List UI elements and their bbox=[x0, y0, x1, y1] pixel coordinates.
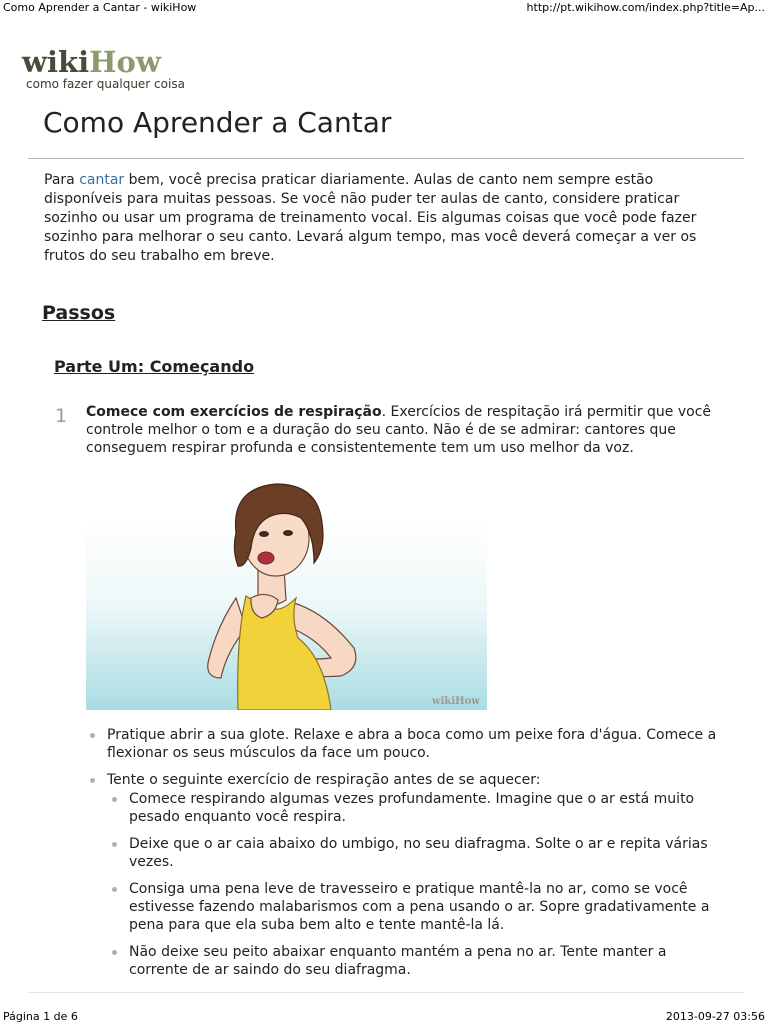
logo-wiki-text: wiki bbox=[22, 45, 90, 79]
list-item: Deixe que o ar caia abaixo do umbigo, no seu diafragma. Solte o ar e repita várias vezes. bbox=[112, 835, 722, 871]
list-item: Comece respirando algumas vezes profundamente. Imagine que o ar está muito pesado enquanto você respira. bbox=[112, 790, 722, 826]
step-bold-text: Comece com exercícios de respiração bbox=[86, 404, 382, 420]
step-sub-bullets bbox=[112, 790, 722, 988]
step-illustration bbox=[86, 478, 487, 710]
list-item: Consiga uma pena leve de travesseiro e pratique mantê-la no ar, como se você estivesse fazendo malabarismos com a pena usando o ar. Sopre gradativamente a pena para que ela suba bem alto e tente mantê-la lá. bbox=[112, 880, 722, 934]
cantar-link[interactable]: cantar bbox=[79, 172, 125, 188]
article-intro bbox=[44, 171, 730, 266]
step-text bbox=[86, 403, 726, 457]
logo-how-text: How bbox=[89, 45, 161, 79]
step-bullets bbox=[90, 726, 730, 789]
step-number: 1 bbox=[55, 405, 68, 427]
print-datetime: 2013-09-27 03:56 bbox=[665, 1010, 765, 1023]
intro-text-start: Para bbox=[44, 172, 80, 188]
title-divider bbox=[28, 158, 744, 159]
print-url: http://pt.wikihow.com/index.php?title=Ap... bbox=[526, 1, 765, 14]
list-item: Não deixe seu peito abaixar enquanto mantém a pena no ar. Tente manter a corrente de ar saindo do seu diafragma. bbox=[112, 943, 722, 979]
image-watermark: wikiHow bbox=[432, 696, 480, 707]
logo-tagline: como fazer qualquer coisa bbox=[26, 77, 185, 91]
intro-text-rest: bem, você precisa praticar diariamente. Aulas de canto nem sempre estão disponíveis para muitas pessoas. Se você não puder ter aulas de canto, considere praticar sozinho ou usar um programa de treinamento vocal. Eis algumas coisas que você pode fazer sozinho para melhorar o seu canto. Levará algum tempo, mas você deverá começar a ver os frutos do seu trabalho em breve. bbox=[44, 172, 697, 264]
step-body-text: . Exercícios de respitação irá permitir que você controle melhor o tom e a duração do seu canto. Não é de se admirar: cantores que conseguem respirar profunda e consistentemente tem um uso melhor da voz. bbox=[86, 404, 712, 456]
logo-wordmark bbox=[22, 46, 202, 78]
bottom-divider bbox=[28, 992, 744, 993]
print-header bbox=[0, 1, 768, 15]
steps-heading: Passos bbox=[42, 302, 116, 324]
list-item: Pratique abrir a sua glote. Relaxe e abra a boca como um peixe fora d'água. Comece a flexionar os seus músculos da face um pouco. bbox=[90, 726, 730, 762]
wikihow-logo[interactable] bbox=[22, 46, 202, 96]
part-heading: Parte Um: Começando bbox=[54, 357, 255, 376]
print-page-title: Como Aprender a Cantar - wikiHow bbox=[3, 1, 197, 14]
list-item: Tente o seguinte exercício de respiração antes de se aquecer: bbox=[90, 771, 730, 789]
article-title: Como Aprender a Cantar bbox=[43, 106, 392, 139]
page-indicator: Página 1 de 6 bbox=[3, 1010, 78, 1023]
print-footer bbox=[0, 1010, 768, 1024]
